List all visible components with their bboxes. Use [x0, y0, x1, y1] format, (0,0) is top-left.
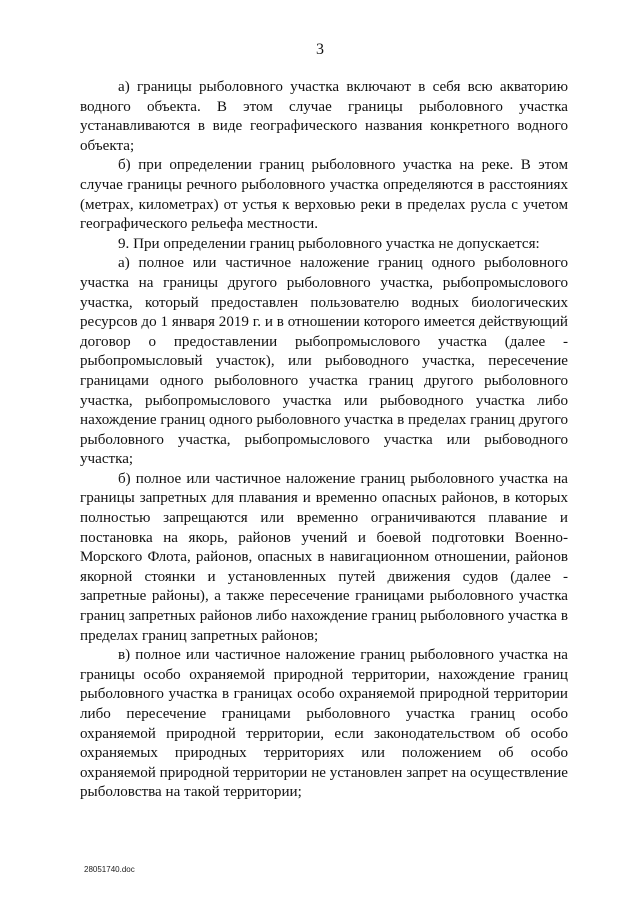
document-body	[80, 78, 568, 803]
page-number: 3	[316, 41, 324, 58]
paragraph-9a: а) полное или частичное наложение границ одного рыболовного участка на границы другого рыболовного участка, рыбопромыслового участка, который предоставлен пользователю водных биологических ресурсов до 1 января 2019 г. и в отношении которого имеется действующий договор о предоставлении рыбопромыслового участка (далее - рыбопромысловый участок), или рыбоводного участка, пересечение границами одного рыболовного участка границ другого рыболовного участка, рыбопромыслового участка или рыбоводного участка либо нахождение границ одного рыболовного участка в пределах границ другого рыболовного участка, рыбопромыслового участка или рыбоводного участка;	[80, 255, 568, 468]
paragraph-2b: б) при определении границ рыболовного участка на реке. В этом случае границы речного рыболовного участка определяются в расстояниях (метрах, километрах) от устья к верховью реки в пределах русла с учетом географического рельефа местности.	[80, 157, 568, 233]
paragraph-2a: а) границы рыболовного участка включают в себя всю акваторию водного объекта. В этом случае границы рыболовного участка устанавливаются в виде географического названия конкретного водного объекта;	[80, 79, 568, 154]
paragraph-9v: в) полное или частичное наложение границ рыболовного участка на границы особо охраняемой природной территории, нахождение границ рыболовного участка в границах особо охраняемой природной территории либо пересечение границами рыболовного участка границ особо охраняемой природной территории, если законодательством об особо охраняемых природных территориях или положением об особо охраняемой природной территории не установлен запрет на осуществление рыболовства на такой территории;	[80, 647, 568, 801]
paragraph-9b: б) полное или частичное наложение границ рыболовного участка на границы запретных для плавания и временно опасных районов, в которых полностью запрещаются или временно ограничиваются плавание и постановка на якорь, районов учений и боевой подготовки Военно-Морского Флота, районов, опасных в навигационном отношении, районов якорной стоянки и установленных путей движения судов (далее - запретные районы), а также пересечение границами рыболовного участка границ запретных районов либо нахождение границ рыболовного участка в пределах границ запретных районов;	[80, 470, 568, 644]
paragraph-9: 9. При определении границ рыболовного участка не допускается:	[118, 235, 540, 252]
footer-filename: 28051740.doc	[84, 865, 135, 874]
